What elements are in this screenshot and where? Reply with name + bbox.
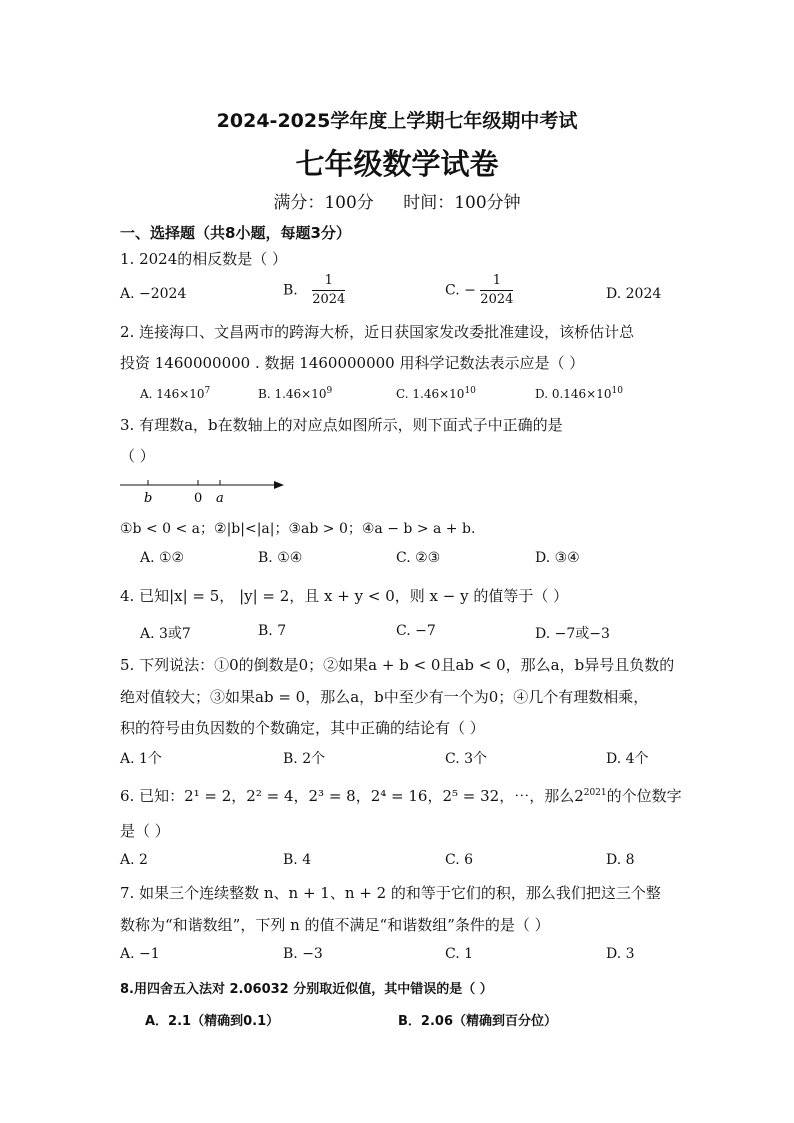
exam-header: 2024-2025学年度上学期七年级期中考试 bbox=[216, 110, 578, 132]
question-3-line-2: （ ） bbox=[120, 447, 155, 465]
q4-option-a: A. 3或7 bbox=[140, 626, 191, 642]
section-heading: 一、选择题（共8小题，每题3分） bbox=[120, 224, 351, 242]
question-6-line-1: 6. 已知：2¹ = 2，2² = 4，2³ = 8，2⁴ = 16，2⁵ = 32，⋯，那么$2^{2021}$的个位数字 bbox=[120, 787, 682, 805]
q8-option-b: B．2.06（精确到百分位） bbox=[398, 1014, 557, 1029]
question-7-line-2: 数称为“和谐数组”，下列 n 的值不满足“和谐数组”条件的是（ ） bbox=[120, 916, 550, 934]
q2-option-b: B. $1.46\times 10^9$ bbox=[258, 386, 333, 401]
question-4: 4. 已知|x| = 5， |y| = 2，且 x + y < 0，则 x − y 的值等于（ ） bbox=[120, 587, 569, 605]
question-1: 1. 2024的相反数是（ ） bbox=[120, 250, 288, 268]
question-2-line-1: 2. 连接海口、文昌两市的跨海大桥，近日获国家发改委批准建设，该桥估计总 bbox=[120, 323, 635, 341]
q1-c-denominator: 2024 bbox=[480, 292, 514, 307]
q3-conditions: ①b < 0 < a；②|b|<|a|；③ab > 0；④a − b > a + b. bbox=[120, 521, 476, 537]
q1-c-numerator: 1 bbox=[480, 272, 513, 291]
q2-option-c: C. $1.46\times 10^{10}$ bbox=[396, 386, 476, 401]
q4-option-d: D. −7或−3 bbox=[535, 626, 610, 642]
question-6-line-2: 是（ ） bbox=[120, 822, 170, 840]
q1-option-a: A. −2024 bbox=[120, 286, 187, 302]
question-2-line-2: 投资 1460000000 . 数据 1460000000 用科学记数法表示应是（ ） bbox=[120, 354, 585, 372]
question-3-line-1: 3. 有理数a，b在数轴上的对应点如图所示，则下面式子中正确的是 bbox=[120, 416, 563, 434]
q6-option-c: C. 6 bbox=[445, 852, 474, 868]
exam-info bbox=[0, 188, 794, 213]
time-info: 时间：100分钟 bbox=[403, 193, 521, 213]
q3-option-c: C. ②③ bbox=[396, 550, 441, 566]
question-5-line-1: 5. 下列说法：①0的倒数是0；②如果a + b < 0且ab < 0，那么a，b异号且负数的 bbox=[120, 656, 675, 674]
number-line bbox=[118, 472, 288, 506]
q2-option-a: A. $146\times 10^7$ bbox=[140, 386, 211, 401]
q2-option-d: D. $0.146\times 10^{10}$ bbox=[535, 386, 623, 401]
label-0: 0 bbox=[194, 491, 203, 506]
q5-option-b: B. 2个 bbox=[283, 751, 326, 767]
q3-option-d: D. ③④ bbox=[535, 550, 580, 566]
q7-option-a: A. −1 bbox=[120, 946, 160, 962]
q3-option-b: B. ①④ bbox=[258, 550, 303, 566]
number-line-arrow bbox=[274, 481, 284, 489]
label-a: a bbox=[216, 491, 224, 506]
question-5-line-3: 积的符号由负因数的个数确定，其中正确的结论有（ ） bbox=[120, 719, 485, 737]
question-8: 8.用四舍五入法对 2.06032 分别取近似值，其中错误的是（ ） bbox=[120, 982, 493, 997]
q1-b-numerator: 1 bbox=[312, 272, 345, 291]
q8-option-a: A．2.1（精确到0.1） bbox=[145, 1014, 280, 1029]
q7-option-b: B. −3 bbox=[283, 946, 323, 962]
q4-option-c: C. −7 bbox=[396, 623, 436, 639]
question-5-line-2: 绝对值较大；③如果ab = 0，那么a，b中至少有一个为0；④几个有理数相乘， bbox=[120, 688, 649, 706]
label-b: b bbox=[144, 491, 153, 506]
q7-option-c: C. 1 bbox=[445, 946, 474, 962]
q1-option-c: C. − $\frac{1}{2024}$ bbox=[445, 273, 514, 307]
q1-option-b: B. $\frac{1}{2024}$ bbox=[283, 273, 346, 307]
q1-option-d: D. 2024 bbox=[606, 286, 662, 302]
q6-option-b: B. 4 bbox=[283, 852, 312, 868]
q7-option-d: D. 3 bbox=[606, 946, 635, 962]
q6-option-d: D. 8 bbox=[606, 852, 635, 868]
page-title: 七年级数学试卷 bbox=[295, 147, 499, 181]
q3-option-a: A. ①② bbox=[140, 550, 185, 566]
score-info: 满分：100分 bbox=[273, 193, 374, 213]
q6-option-a: A. 2 bbox=[120, 852, 148, 868]
q5-option-a: A. 1个 bbox=[120, 751, 162, 767]
q4-option-b: B. 7 bbox=[258, 623, 287, 639]
q1-b-denominator: 2024 bbox=[312, 292, 346, 307]
q5-option-d: D. 4个 bbox=[606, 751, 649, 767]
question-7-line-1: 7. 如果三个连续整数 n、n + 1、n + 2 的和等于它们的积，那么我们把这三个整 bbox=[120, 884, 661, 902]
q5-option-c: C. 3个 bbox=[445, 751, 488, 767]
